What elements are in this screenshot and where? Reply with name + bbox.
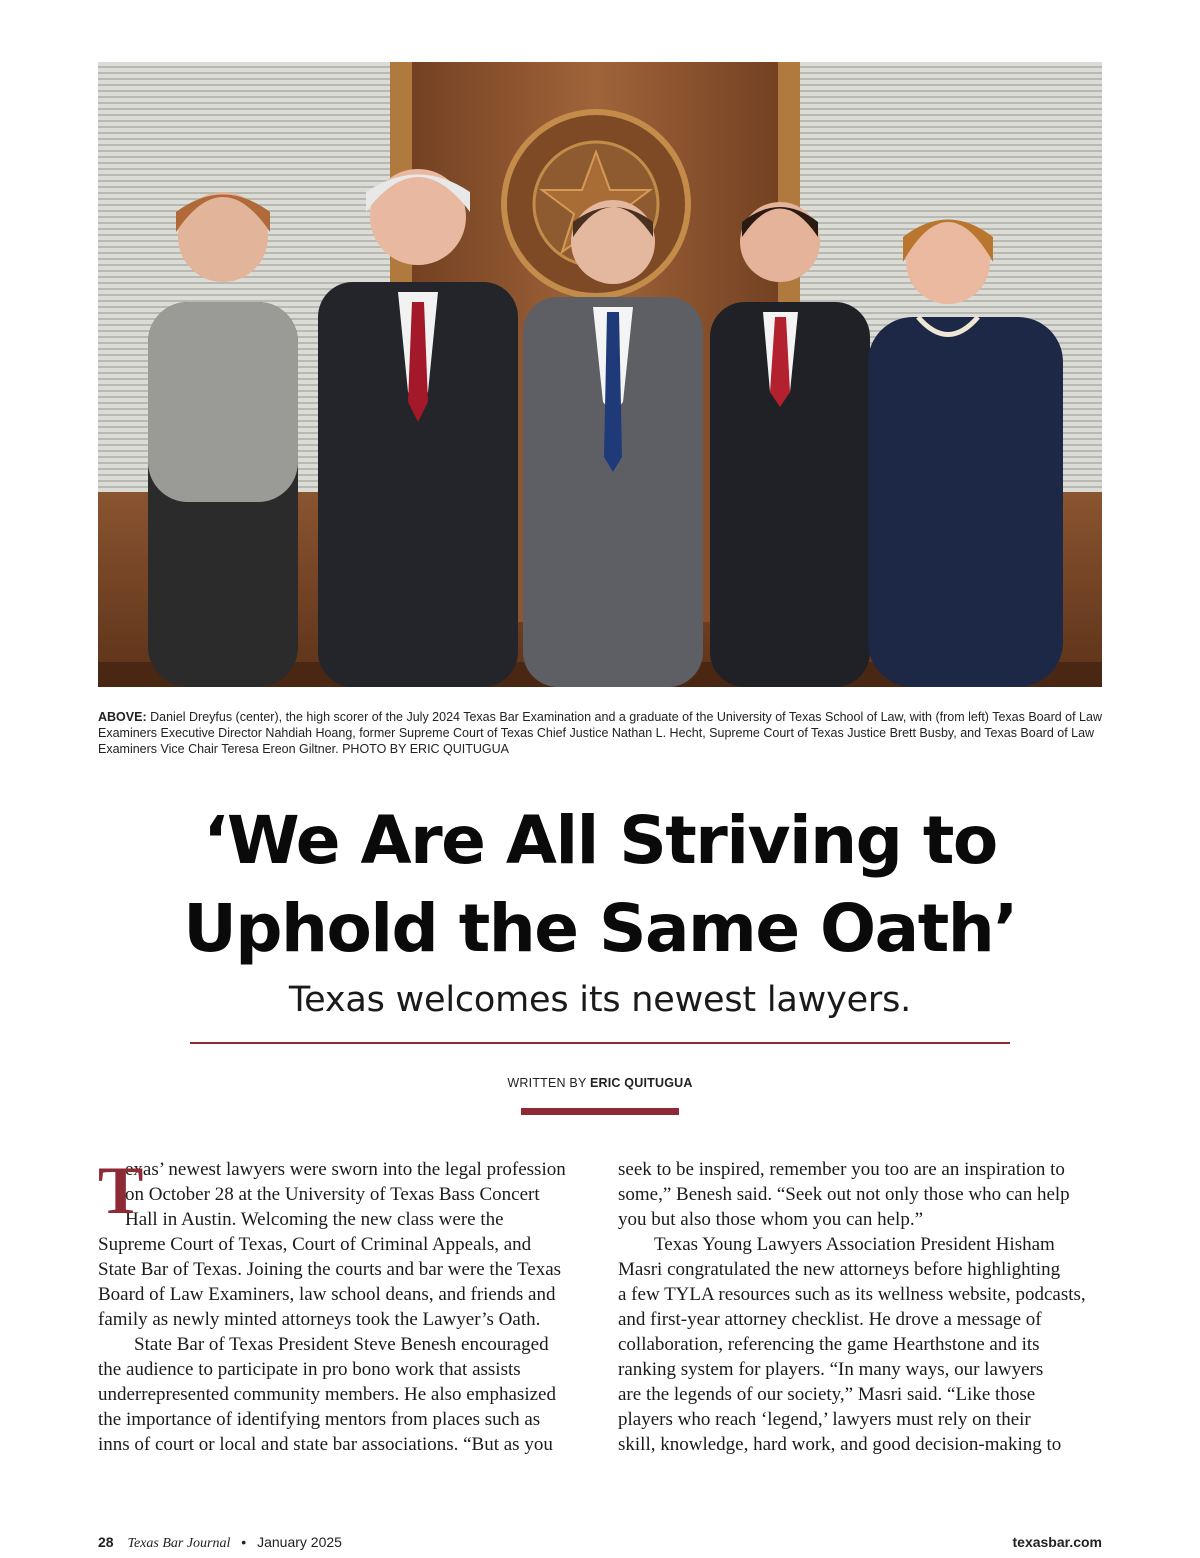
text-line: are the legends of our society,” Masri said. “Like those	[618, 1384, 1036, 1405]
headline-divider	[190, 1042, 1010, 1044]
magazine-title: Texas Bar Journal	[127, 1536, 231, 1551]
caption-text: Daniel Dreyfus (center), the high scorer of the July 2024 Texas Bar Examination and a graduate of the University of Texas School of Law, with (from left) Texas Board of Law Examiners Executive Director Nahdiah Hoang, former Supreme Court of Texas Chief Justice Nathan L. Hecht, Supreme Court of Texas Justice Brett Busby, and Texas Board of Law Examiners Vice Chair Teresa Ereon Giltner. PHOTO BY ERIC QUITUGUA	[98, 710, 1102, 756]
byline-prefix: WRITTEN BY	[507, 1076, 587, 1090]
byline-divider	[521, 1108, 679, 1115]
text-line: collaboration, referencing the game Hearthstone and its	[618, 1334, 1040, 1355]
headline-line-2: Uphold the Same Oath’	[183, 890, 1017, 967]
text-line: seek to be inspired, remember you too are an inspiration to	[618, 1159, 1065, 1180]
text-line: you but also those whom you can help.”	[618, 1209, 924, 1230]
article-column-right	[618, 1157, 1102, 1457]
article-column-left	[98, 1152, 588, 1457]
opening-paragraph-lead	[98, 1152, 588, 1232]
text-line: a few TYLA resources such as its wellness website, podcasts,	[618, 1284, 1086, 1305]
text-line: Masri congratulated the new attorneys before highlighting	[618, 1259, 1061, 1280]
text-line: State Bar of Texas. Joining the courts and bar were the Texas	[98, 1259, 562, 1280]
text-line: inns of court or local and state bar associations. “But as you	[98, 1434, 553, 1455]
dropcap-line: Hall in Austin. Welcoming the new class were the	[125, 1209, 504, 1230]
byline	[300, 1076, 900, 1090]
text-line: family as newly minted attorneys took the Lawyer’s Oath.	[98, 1309, 541, 1330]
caption-label: ABOVE:	[98, 710, 147, 724]
text-line: the importance of identifying mentors from places such as	[98, 1409, 541, 1430]
text-line: State Bar of Texas President Steve Benesh encouraged	[134, 1334, 549, 1355]
drop-cap: T	[98, 1152, 144, 1228]
text-line: and first-year attorney checklist. He drove a message of	[618, 1309, 1042, 1330]
paragraph-3	[618, 1157, 1102, 1232]
text-line: underrepresented community members. He also emphasized	[98, 1384, 556, 1405]
footer-separator: •	[241, 1534, 247, 1550]
headline-line-1: ‘We Are All Striving to	[203, 802, 997, 879]
text-line: skill, knowledge, hard work, and good decision-making to	[618, 1434, 1062, 1455]
byline-author: ERIC QUITUGUA	[589, 1076, 693, 1090]
text-line: Texas Young Lawyers Association President Hisham	[654, 1234, 1055, 1255]
issue-date: January 2025	[257, 1534, 342, 1550]
paragraph-1	[98, 1232, 588, 1332]
text-line: the audience to participate in pro bono work that assists	[98, 1359, 521, 1380]
dropcap-line: exas’ newest lawyers were sworn into the legal profession	[125, 1159, 566, 1180]
article-deck: Texas welcomes its newest lawyers.	[288, 980, 912, 1020]
page-footer	[98, 1534, 1102, 1554]
page-number: 28	[98, 1534, 114, 1550]
paragraph-4	[618, 1232, 1102, 1457]
text-line: players who reach ‘legend,’ lawyers must rely on their	[618, 1409, 1031, 1430]
text-line: ranking system for players. “In many ways, our lawyers	[618, 1359, 1044, 1380]
group-portrait-image	[98, 62, 1102, 687]
photo-caption	[98, 709, 1102, 757]
text-line: Supreme Court of Texas, Court of Criminal Appeals, and	[98, 1234, 532, 1255]
website-link[interactable]: texasbar.com	[1012, 1534, 1102, 1550]
dropcap-line: on October 28 at the University of Texas Bass Concert	[125, 1184, 540, 1205]
feature-photo	[98, 62, 1102, 687]
article-headline	[60, 797, 1140, 973]
text-line: Board of Law Examiners, law school deans, and friends and	[98, 1284, 556, 1305]
paragraph-2	[98, 1332, 588, 1457]
text-line: some,” Benesh said. “Seek out not only those who can help	[618, 1184, 1070, 1205]
